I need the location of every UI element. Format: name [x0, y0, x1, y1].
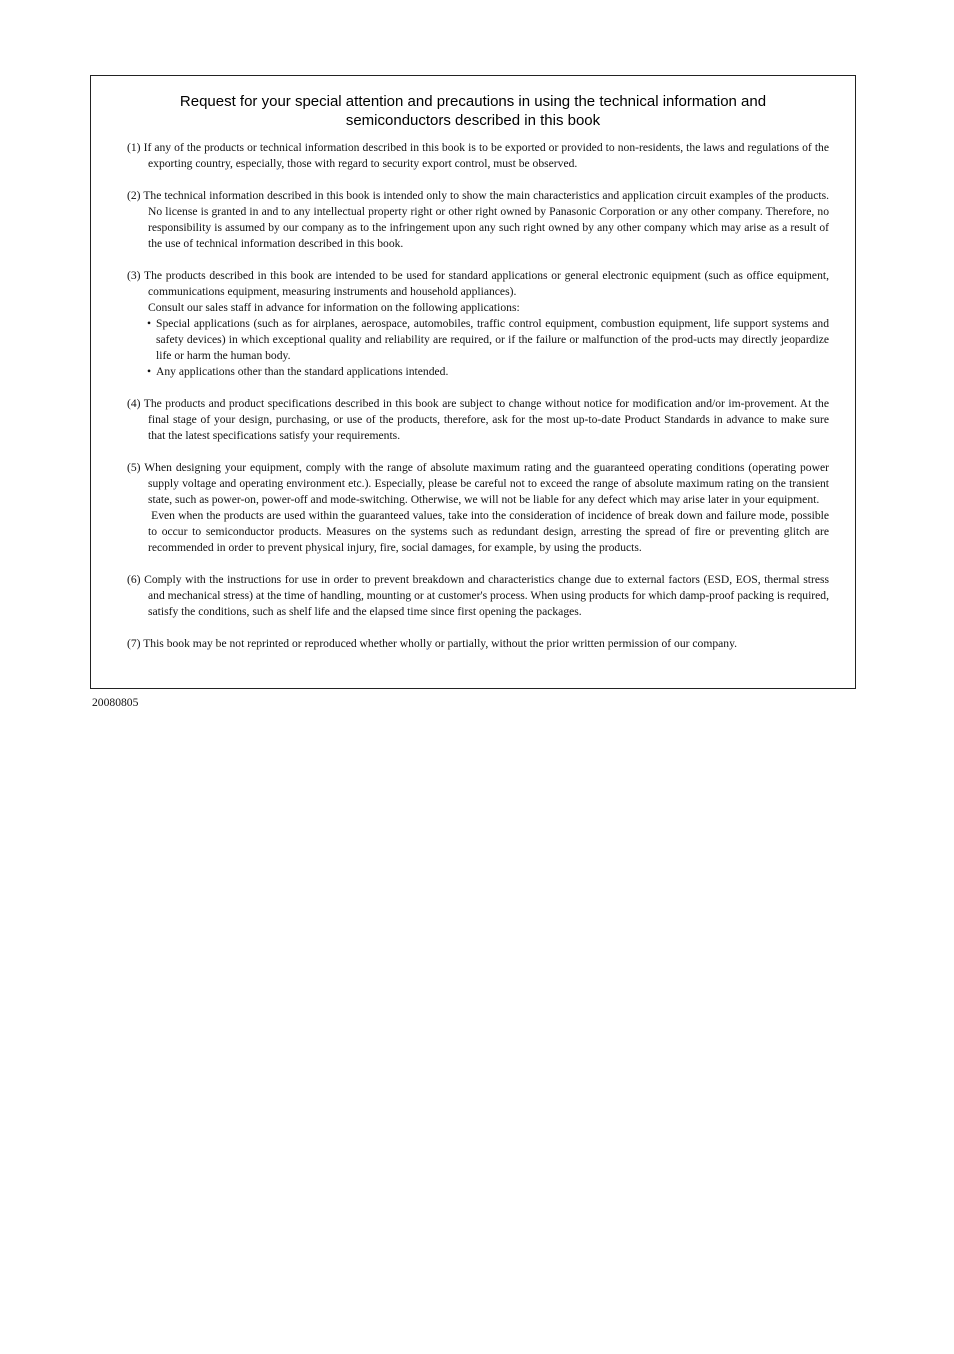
precaution-item-7-text: (7) This book may be not reprinted or reproduced whether wholly or partially, without the prior written permission of our company.	[127, 637, 738, 650]
document-code: 20080805	[92, 696, 139, 709]
precaution-item-5-text-2-content: Even when the products are used within the guaranteed values, take into the consideration of incidence of break down and failure mode, possible to occur to semiconductor products. Measures on the systems such as redundant design, arresting the spread of fire or preventing glitch are recommended in order to prevent physical injury, fire, social damages, for example, by using the products.	[148, 509, 829, 554]
precaution-item-3-bullet-1	[127, 316, 829, 364]
bullet-dot-icon: •	[147, 317, 152, 330]
precaution-item-5	[127, 460, 829, 556]
bullet-2-text: Any applications other than the standard applications intended.	[156, 365, 449, 378]
precaution-item-1-text: (1) If any of the products or technical information described in this book is to be exported or provided to non-residents, the laws and regulations of the exporting country, especially, those with regard to security export control, must be observed.	[127, 141, 829, 170]
precaution-list	[127, 140, 829, 652]
precaution-item-4-text: (4) The products and product specifications described in this book are subject to change without notice for modification and/or im-provement. At the final stage of your design, purchasing, or use of the products, therefore, ask for the most up-to-date Product Standards in advance to make sure that the latest specifications satisfy your requirements.	[127, 397, 829, 442]
precautions-notice-box	[90, 75, 856, 689]
precaution-item-3	[127, 268, 829, 380]
precaution-item-1	[127, 140, 829, 172]
notice-title	[131, 92, 815, 130]
precaution-item-3-consult: Consult our sales staff in advance for information on the following applications:	[148, 301, 520, 314]
notice-title-line-2: semiconductors described in this book	[345, 112, 601, 129]
precaution-item-5-text-2	[127, 508, 829, 556]
notice-title-line-1: Request for your special attention and precautions in using the technical information and	[179, 93, 767, 110]
bullet-dot-icon: •	[147, 365, 152, 378]
precaution-item-5-text: (5) When designing your equipment, comply with the range of absolute maximum rating and the guaranteed operating conditions (operating power supply voltage and operating environment etc.). Especially, please be careful not to exceed the range of absolute maximum rating on the transient state, such as power-on, power-off and mode-switching. Otherwise, we will not be liable for any defect which may arise later in your equipment.	[127, 461, 829, 506]
bullet-1-text: Special applications (such as for airplanes, aerospace, automobiles, traffic control equipment, combustion equipment, life support systems and safety devices) in which exceptional quality and reliability are required, or if the failure or malfunction of the prod-ucts may directly jeopardize life or harm the human body.	[156, 317, 829, 362]
precaution-item-3-bullet-2	[127, 364, 829, 380]
precaution-item-4	[127, 396, 829, 444]
precaution-item-6	[127, 572, 829, 620]
precaution-item-2	[127, 188, 829, 252]
precaution-item-7	[127, 636, 829, 652]
precaution-item-3-text: (3) The products described in this book are intended to be used for standard applications or general electronic equipment (such as office equipment, communications equipment, measuring instruments and household appliances).	[127, 269, 829, 298]
precaution-item-6-text: (6) Comply with the instructions for use in order to prevent breakdown and characteristics change due to external factors (ESD, EOS, thermal stress and mechanical stress) at the time of handling, mounting or at customer's process. When using products for which damp-proof packing is required, satisfy the conditions, such as shelf life and the elapsed time since first opening the packages.	[127, 573, 829, 618]
precaution-item-2-text: (2) The technical information described in this book is intended only to show the main characteristics and application circuit examples of the products. No license is granted in and to any intellectual property right or other right owned by Panasonic Corporation or any other company. Therefore, no responsibility is assumed by our company as to the infringement upon any such right owned by any other company which may arise as a result of the use of technical information described in this book.	[127, 189, 829, 250]
